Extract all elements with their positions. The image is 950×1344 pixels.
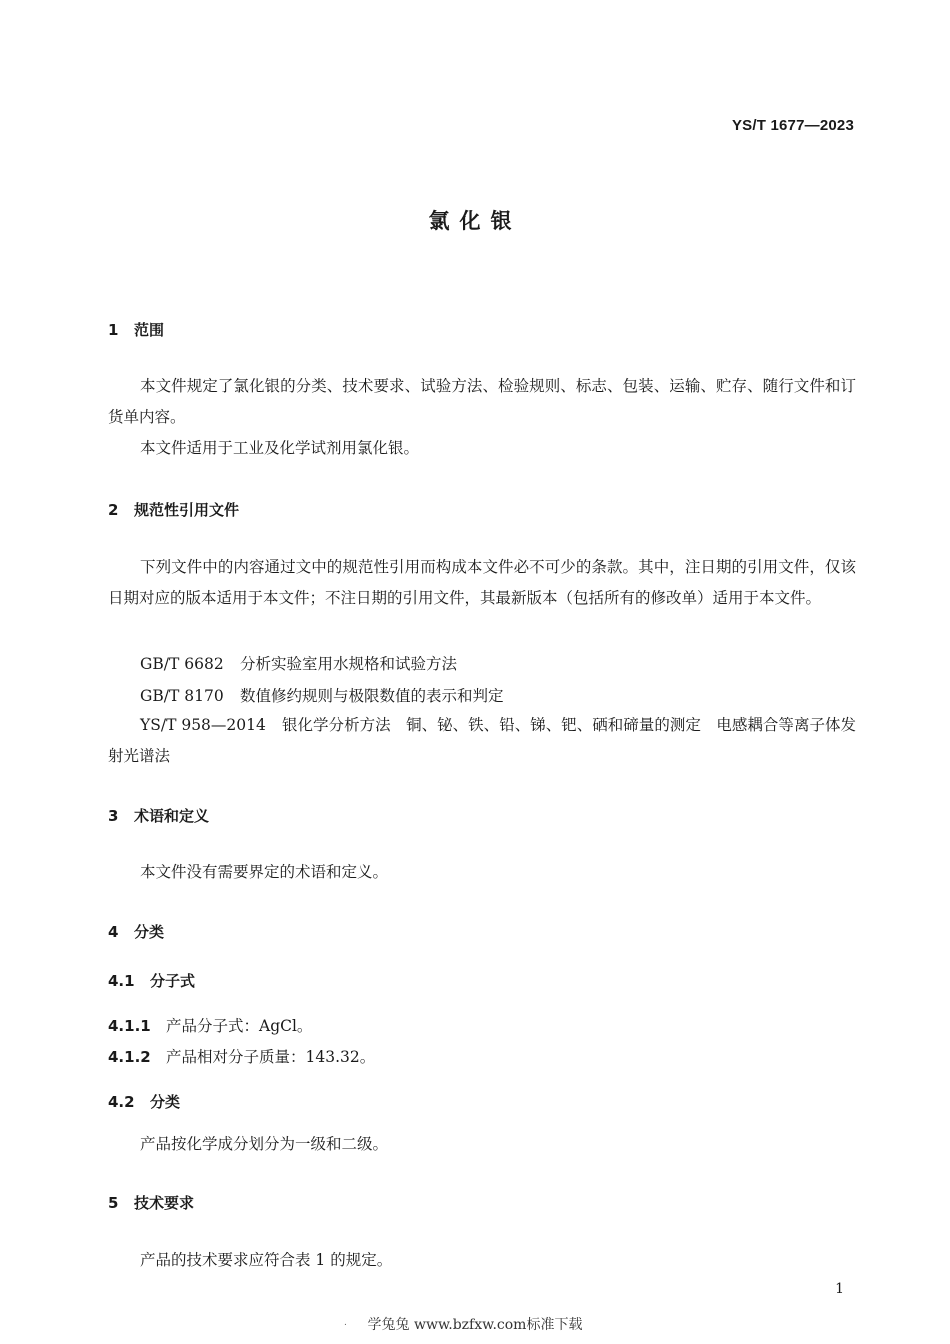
section-number: 4.1: [108, 972, 135, 990]
section-title: 分子式: [150, 972, 196, 990]
standard-code: YS/T 1677—2023: [731, 117, 854, 134]
paragraph: 本文件适用于工业及化学试剂用氯化银。: [140, 439, 420, 457]
section-number: 5: [108, 1194, 119, 1212]
section-title: 术语和定义: [134, 807, 210, 825]
section-4-heading: [108, 921, 164, 942]
section-3-body: [108, 857, 856, 888]
section-1-body: [108, 371, 856, 464]
page-number: 1: [835, 1281, 844, 1297]
reference-title: 分析实验室用水规格和试验方法: [240, 655, 458, 673]
clause-4-1-2: [108, 1045, 375, 1067]
clause-text: 产品分子式：AgCl。: [166, 1017, 313, 1035]
reference-code: GB/T 6682: [140, 655, 224, 673]
reference-title: 银化学分析方法 铜、铋、铁、铅、锑、钯、硒和碲量的测定 电感耦合等离子体发射光谱法: [108, 716, 856, 765]
section-number: 3: [108, 807, 119, 825]
section-number: 1: [108, 321, 119, 339]
reference-code: GB/T 8170: [140, 687, 224, 705]
section-3-heading: [108, 805, 209, 826]
paragraph: 下列文件中的内容通过文中的规范性引用而构成本文件必不可少的条款。其中，注日期的引用文件，仅该日期对应的版本适用于本文件；不注日期的引用文件，其最新版本（包括所有的修改单）适用于本文件。: [108, 558, 856, 607]
paragraph: 本文件没有需要界定的术语和定义。: [140, 863, 389, 881]
section-number: 4.2: [108, 1093, 135, 1111]
reference-title: 数值修约规则与极限数值的表示和判定: [240, 687, 504, 705]
paragraph: 本文件规定了氯化银的分类、技术要求、试验方法、检验规则、标志、包装、运输、贮存、随行文件和订货单内容。: [108, 377, 856, 426]
section-4-1-heading: [108, 970, 195, 991]
section-title: 范围: [134, 321, 165, 339]
section-title: 规范性引用文件: [134, 501, 240, 519]
clause-text: 产品相对分子质量：143.32。: [166, 1048, 376, 1066]
section-title: 分类: [150, 1093, 181, 1111]
section-4-2-heading: [108, 1091, 180, 1112]
reference-item: [108, 710, 856, 772]
section-title: 技术要求: [134, 1194, 195, 1212]
section-2-body: [108, 552, 856, 614]
paragraph: 产品按化学成分划分为一级和二级。: [140, 1135, 389, 1153]
clause-4-1-1: [108, 1014, 312, 1036]
section-title: 分类: [134, 923, 165, 941]
footer-dot: .: [344, 1318, 347, 1328]
clause-number: 4.1.1: [108, 1017, 151, 1035]
clause-number: 4.1.2: [108, 1048, 151, 1066]
reference-code: YS/T 958—2014: [140, 716, 266, 734]
section-number: 2: [108, 501, 119, 519]
reference-item: [140, 652, 457, 674]
section-1-heading: [108, 319, 164, 340]
section-number: 4: [108, 923, 119, 941]
section-2-heading: [108, 499, 239, 520]
section-5-heading: [108, 1192, 194, 1213]
section-5-body: [108, 1245, 856, 1276]
reference-item: [140, 684, 504, 706]
footer-watermark: 学兔兔 www.bzfxw.com标准下载: [367, 1317, 583, 1333]
document-title: 氯化银: [428, 209, 522, 233]
section-4-2-body: [108, 1129, 856, 1160]
paragraph: 产品的技术要求应符合表 1 的规定。: [140, 1251, 393, 1269]
